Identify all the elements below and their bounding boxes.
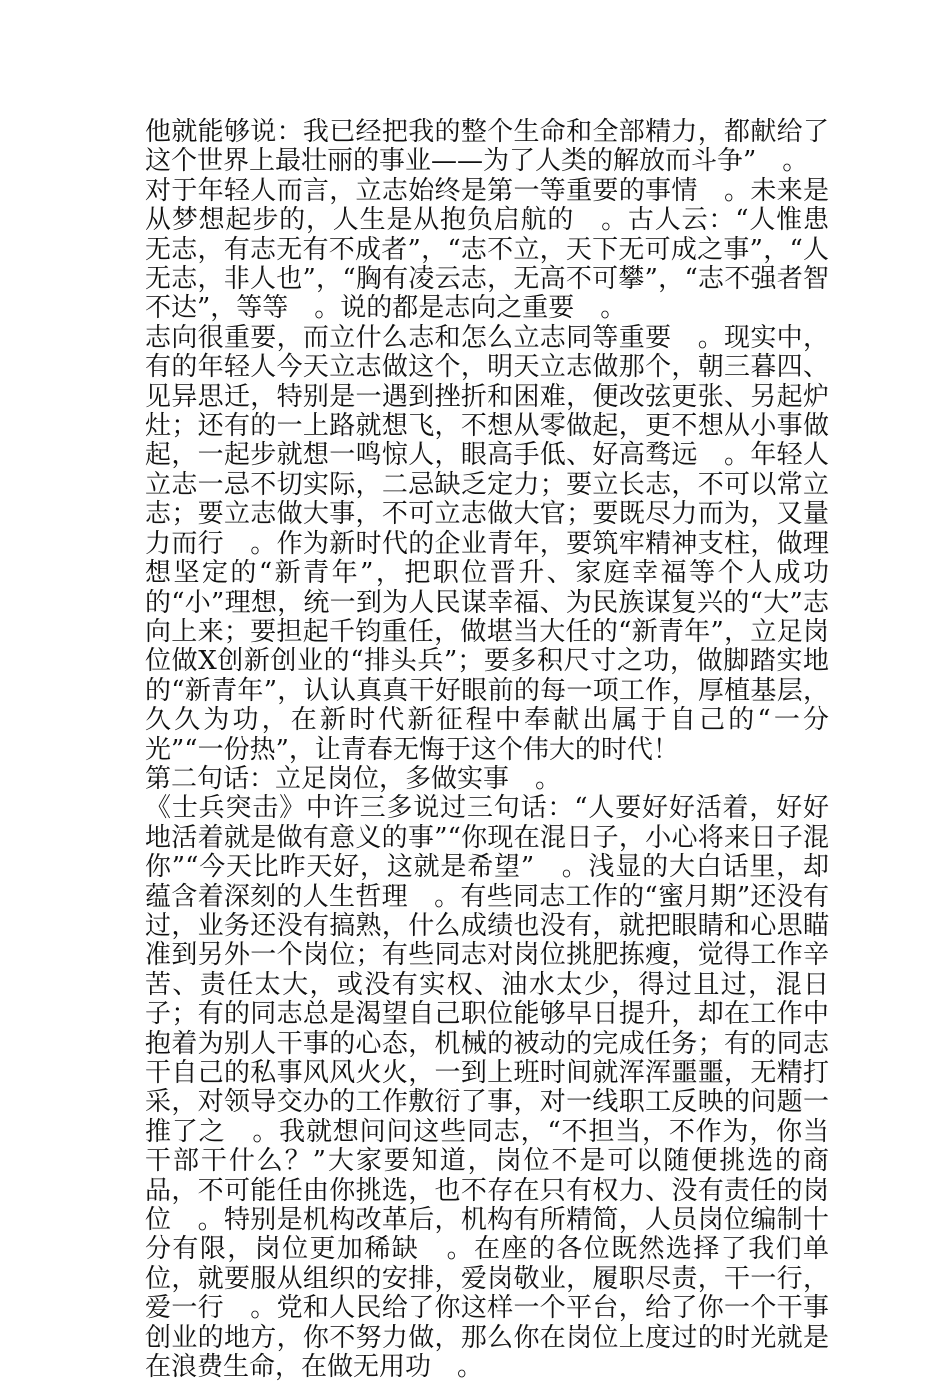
section-heading: 第二句话：立足岗位，多做实事 。	[145, 763, 562, 794]
paragraph: 他就能够说：我已经把我的整个生命和全部精力，都献给了这个世界上最壮丽的事业——为了人类的解放而斗争” 。	[145, 117, 829, 177]
paragraph: 志向很重要，而立什么志和怎么立志同等重要 。现实中，有的年轻人今天立志做这个，明天立志做那个，朝三暮四、见异思迁，特别是一遇到挫折和困难，便改弦更张、另起炉灶；还有的一上路就想飞，不想从零做起，更不想从小事做起，一起步就想一鸣惊人，眼高手低、好高骛远 。年轻人立志一忌不切实际，二忌缺乏定力；要立长志，不可以常立志；要立志做大事，不可立志做大官；要既尽力而为，又量力而行 。作为新时代的企业青年，要筑牢精神支柱，做理想坚定的“新青年”，把职位晋升、家庭幸福等个人成功的“小”理想，统一到为人民谋幸福、为民族谋复兴的“大”志向上来；要担起千钧重任，做堪当大任的“新青年”，立足岗位做X创新创业的“排头兵”；要多积尺寸之功，做脚踏实地的“新青年”，认认真真干好眼前的每一项工作，厚植基层，久久为功，在新时代新征程中奉献出属于自己的“一分光”“一份热”，让青春无悔于这个伟大的时代！	[145, 322, 829, 765]
paragraph: 对于年轻人而言，立志始终是第一等重要的事情 。未来是从梦想起步的，人生是从抱负启航的 。古人云：“人惟患无志，有志无有不成者”，“志不立，天下无可成之事”，“人无志，非人也”，“胸有凌云志，无高不可攀”，“志不强者智不达”，等等 。说的都是志向之重要 。	[145, 175, 829, 324]
paragraph: 《士兵突击》中许三多说过三句话：“人要好好活着，好好地活着就是做有意义的事”“你现在混日子，小心将来日子混你”“今天比昨天好，这就是希望” 。浅显的大白话里，却蕴含着深刻的人生哲理 。有些同志工作的“蜜月期”还没有过，业务还没有搞熟，什么成绩也没有，就把眼睛和心思瞄准到另外一个岗位；有些同志对岗位挑肥拣瘦，觉得工作辛苦、责任太大，或没有实权、油水太少，得过且过，混日子；有的同志总是渴望自己职位能够早日提升，却在工作中抱着为别人干事的心态，机械的被动的完成任务；有的同志干自己的私事风风火火，一到上班时间就浑浑噩噩，无精打采，对领导交办的工作敷衍了事，对一线职工反映的问题一推了之 。我就想问问这些同志，“不担当，不作为，你当干部干什么？”大家要知道，岗位不是可以随便挑选的商品，不可能任由你挑选，也不存在只有权力、没有责任的岗位 。特别是机构改革后，机构有所精简，人员岗位编制十分有限，岗位更加稀缺 。在座的各位既然选择了我们单位，就要服从组织的安排，爱岗敬业，履职尽责，干一行，爱一行 。党和人民给了你这样一个平台，给了你一个干事创业的地方，你不努力做，那么你在岗位上度过的时光就是在浪费生命，在做无用功 。	[145, 793, 829, 1382]
document-body	[145, 118, 829, 1382]
